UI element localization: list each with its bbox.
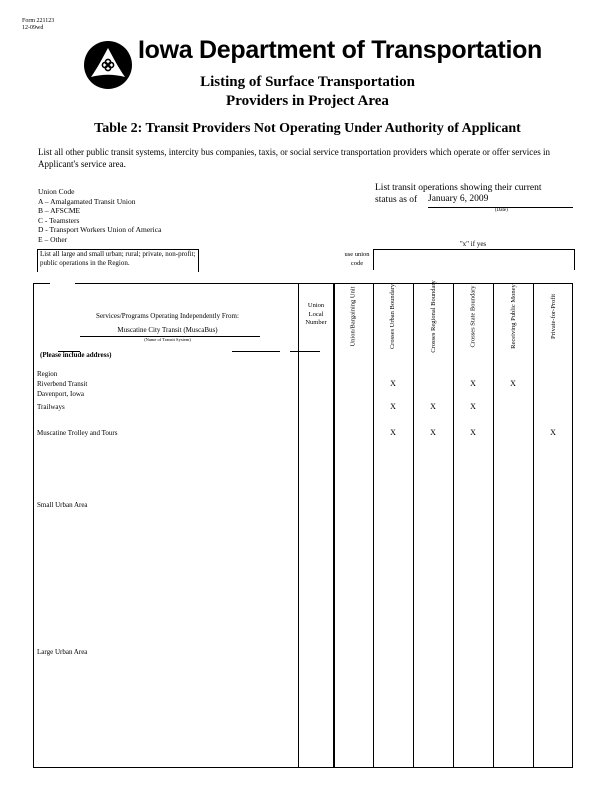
x-mark: X — [470, 402, 476, 411]
address-line — [290, 351, 320, 352]
status-line1: List transit operations showing their current — [375, 183, 542, 193]
column-header-label: Crosses State Boundary — [469, 284, 477, 348]
table-row-label: Region — [37, 370, 58, 378]
column-divider — [373, 283, 374, 768]
x-if-yes-label: "x" if yes — [459, 240, 487, 248]
agency-name: Iowa Department of Transportation — [138, 36, 543, 64]
use-code-label: use union code — [344, 251, 370, 267]
x-mark: X — [430, 428, 436, 437]
table-row-label: Riverbend Transit — [37, 380, 88, 388]
union-local-header-line: Union — [307, 302, 325, 309]
header-gap — [50, 283, 75, 285]
form-number: Form 221123 — [22, 18, 55, 24]
union-code-item: A – Amalgamated Transit Union — [38, 196, 136, 206]
column-header-label: Crosses Regional Boundary — [429, 279, 437, 353]
union-code-item: E – Other — [38, 234, 68, 244]
column-divider — [413, 283, 414, 768]
column-header-private-for-profit — [533, 288, 573, 344]
form-revision: 12-09wd — [22, 25, 44, 31]
status-line2: status as of — [375, 195, 418, 205]
table-row-label: Davenport, Iowa — [37, 390, 85, 398]
table-row-label: Small Urban Area — [37, 501, 88, 509]
column-header-crosses-regional-boundary — [413, 279, 453, 353]
form-id — [22, 18, 54, 32]
page-title-line2: Providers in Project Area — [226, 93, 389, 109]
column-header-label: Crosses Urban Boundary — [389, 283, 397, 349]
x-mark: X — [430, 402, 436, 411]
x-mark: X — [550, 428, 556, 437]
column-header-crosses-urban-boundary — [373, 283, 413, 349]
union-code-item: C - Teamsters — [38, 215, 80, 225]
system-caption: (Name of Transit System) — [144, 337, 191, 342]
union-code-item: D - Transport Workers Union of America — [38, 225, 162, 234]
union-local-header-line: Local — [308, 310, 324, 318]
table-row-label: Large Urban Area — [37, 648, 88, 656]
x-mark: X — [390, 379, 396, 388]
column-header-receiving-public-money — [493, 283, 533, 349]
list-instruction: List all large and small urban; rural; private, non-profit; public operations in the Region. — [37, 249, 199, 272]
x-mark: X — [390, 428, 396, 437]
union-local-header-line: Number — [305, 319, 327, 326]
x-mark: X — [470, 379, 476, 388]
providers-table — [33, 283, 573, 768]
date-caption: (Date) — [495, 208, 508, 213]
column-divider — [533, 283, 534, 768]
column-header-crosses-state-boundary — [453, 284, 493, 348]
column-header-union-bargaining-unit — [333, 285, 373, 347]
x-mark: X — [470, 428, 476, 437]
column-divider — [298, 283, 299, 768]
table-title: Table 2: Transit Providers Not Operating Under Authority of Applicant — [94, 121, 521, 136]
union-code-item: B – AFSCME — [38, 206, 81, 215]
column-header-label: Union/Bargaining Unit — [349, 285, 357, 347]
table-row-label: Muscatine Trolley and Tours — [37, 429, 118, 437]
union-local-header — [299, 302, 333, 328]
x-if-yes-bracket — [373, 249, 575, 270]
column-divider — [333, 283, 335, 768]
intro-text: List all other public transit systems, intercity bus companies, taxis, or social service transportation providers which operate or offer services in Applicant's service area. — [38, 147, 550, 169]
column-header-label: Private-for-Profit — [549, 293, 557, 339]
x-mark: X — [390, 402, 396, 411]
union-code-heading: Union Code — [38, 187, 75, 196]
column-divider — [493, 283, 494, 768]
column-header-label: Receiving Public Money — [509, 283, 517, 349]
transit-system-name: Muscatine City Transit (MuscaBus) — [117, 326, 218, 334]
x-mark: X — [510, 379, 516, 388]
address-note: (Please include address) — [40, 351, 112, 359]
table-row-label: Trailways — [37, 403, 65, 411]
address-line — [232, 351, 280, 352]
status-date: January 6, 2009 — [428, 194, 489, 204]
services-heading: Services/Programs Operating Independently From: — [96, 312, 239, 320]
union-code-legend — [38, 187, 161, 244]
page-title-line1: Listing of Surface Transportation — [200, 74, 415, 90]
column-divider — [453, 283, 454, 768]
